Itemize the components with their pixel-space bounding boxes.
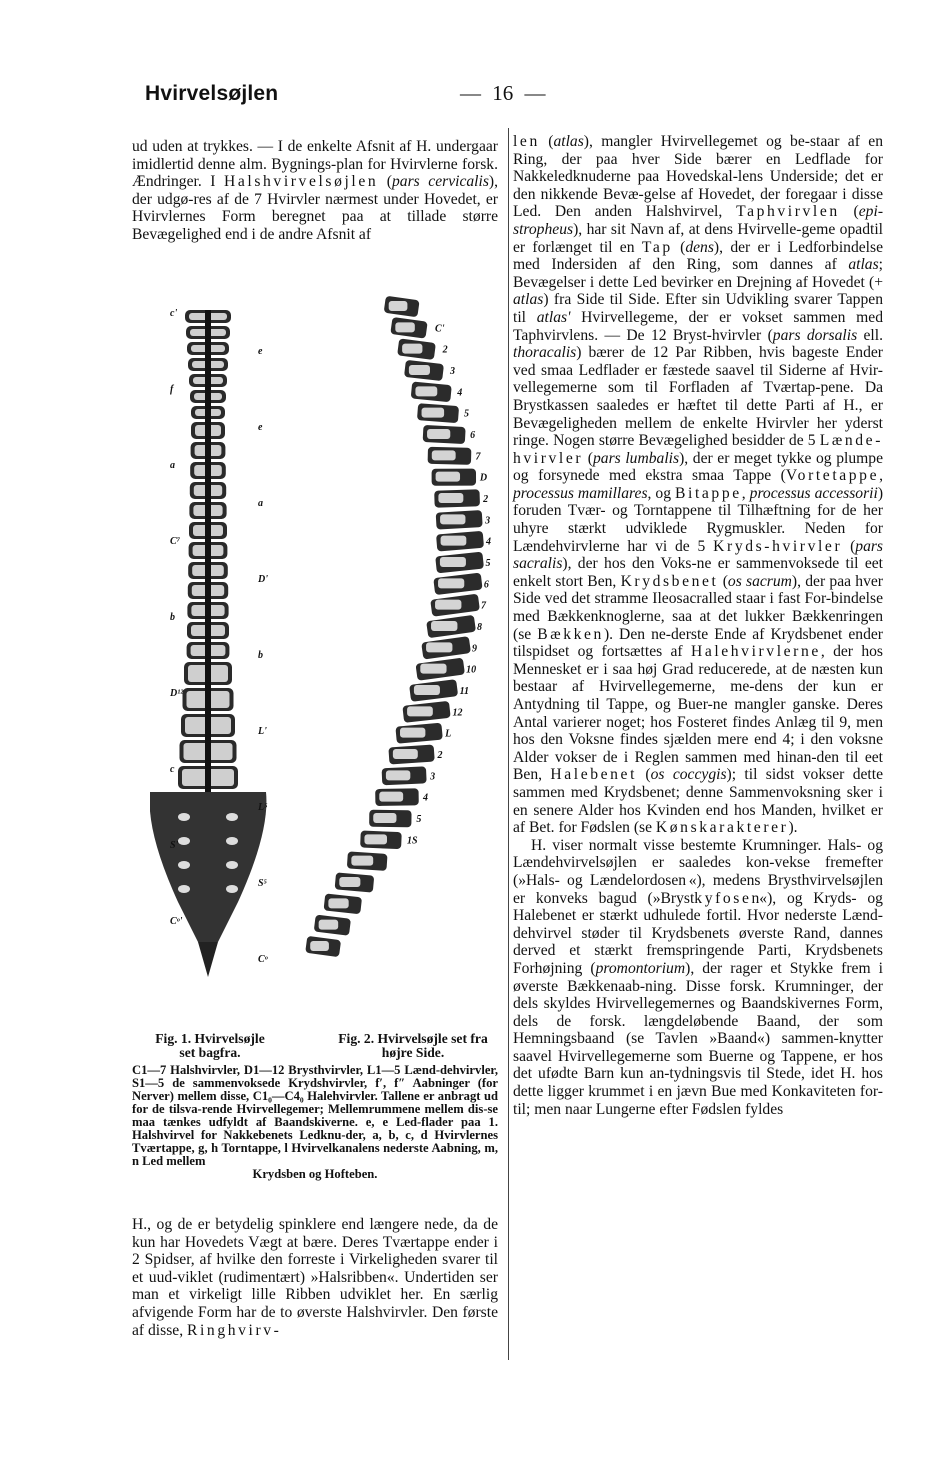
spaced-term: Lænde-hvirvler	[513, 432, 883, 467]
vertebral-body-highlight	[402, 344, 422, 354]
spinous-process	[205, 622, 211, 642]
figure-1-label: b	[258, 650, 263, 661]
vertebral-body-highlight	[431, 621, 457, 631]
text-run: Hvirvellegeme, der er vokset sammen med Taphvirvlens. — De 12 Bryst-hvirvler (	[513, 308, 883, 344]
text-run: ) fra Side til Side. Efter sin Udvikling svarer Tappen til	[513, 291, 883, 326]
figure-2-label: 2	[442, 344, 448, 356]
text-run: n«), og Kryds- og Halebenet er stærkt udhulede fortil. Hvor nederste Lænd-dehvirvel støder til Krydsbenets øverste Rand, dannes derved et stærkt fremspringende Parti, Krydsbenets Forhøjning (	[513, 889, 883, 977]
vertebral-body-highlight	[426, 642, 452, 652]
italic-term: atlas	[513, 291, 544, 309]
figure-1-spine-back-view	[150, 310, 266, 977]
italic-term: pars cervicalis	[392, 173, 489, 191]
spinous-process	[205, 358, 211, 374]
vertebral-body-highlight	[339, 877, 360, 887]
text-run: ).	[788, 819, 798, 837]
text-run: «), medens Brysthvirvelsøjlen er konveks bagud (»Bryst	[513, 871, 883, 907]
figure-1-label: Cᵒ	[258, 954, 268, 965]
text-run: (	[637, 766, 651, 784]
figure-2-label: 6	[483, 579, 489, 591]
figure-2-label: 4	[422, 792, 428, 804]
spaced-term: Bækken	[537, 625, 604, 643]
text-run: (	[539, 133, 554, 150]
italic-term: epi-stropheus	[513, 203, 884, 238]
vertebral-body-highlight	[438, 493, 463, 503]
text-run: ), der rager et Stykke frem i øverste Bækkenaab-ning. Disse forsk. Krumninger, der dels skyldes Hvirvellegemernes og Baandskivernes Form, dels de forsk. længdeløbende Baand, der som Hemningsbaand (se Tavlen »Baand«) sammen-knytter saavel Hvirvellegemerne som Buerne og Tappene, er hos det ufødte Barn kun an-tydningsvis til Stede, idet H. hos dette ligger krummet i en jævn Bue med Konkaviteten for-til; men naar Lungerne efter Fødslen fyldes	[513, 959, 883, 1118]
spine-figures	[150, 288, 500, 1028]
vertebral-body-highlight	[351, 856, 373, 866]
sacral-foramen	[178, 813, 190, 821]
figure-2-label: 10	[466, 664, 477, 676]
figure-1-label: b	[170, 612, 175, 623]
spinous-process	[205, 582, 211, 602]
sacrum	[150, 792, 266, 942]
spinous-process	[205, 740, 211, 766]
italic-term: thoracalis	[513, 344, 577, 362]
vertebral-body-highlight	[440, 557, 466, 567]
sacral-foramen	[178, 885, 190, 893]
spinous-process	[205, 688, 211, 714]
sacral-foramen	[178, 861, 190, 869]
coccyx	[198, 942, 218, 977]
figure-1-label: L'	[258, 726, 267, 737]
spinous-process	[205, 542, 211, 562]
text-run: ). Den ne-derste Ende af Krydsbenet ender tilspidset og fortsættes af	[513, 625, 883, 661]
spaced-term: Kønskarakterer	[655, 819, 789, 837]
spinous-process	[205, 642, 211, 662]
figure-2-label: 7	[475, 451, 481, 463]
figure-1-label: D'	[258, 574, 268, 585]
italic-term: pars dorsalis	[772, 326, 858, 344]
figure-2-label: 3	[450, 366, 456, 377]
sacral-foramen	[226, 861, 238, 869]
vertebral-body-highlight	[395, 322, 415, 332]
figure-1-label: S'	[170, 840, 179, 851]
vertebral-body-highlight	[432, 450, 456, 460]
figure-1-label: e	[258, 422, 263, 433]
figure-2-label: 11	[459, 686, 470, 697]
spinous-process	[205, 602, 211, 622]
figure-2-label: 3	[485, 515, 491, 527]
figure-1-label: L⁵	[258, 802, 268, 813]
figure-2-label: 7	[481, 600, 487, 612]
figure-2-label: D	[479, 472, 488, 484]
text-run: H., og de er betydelig spinklere end længere nede, da de kun har Hovedets Vægt at bære. Deres Tværtappe ender i 2 Spidser, af hvilke den forreste i Virkeligheden svarer til et uud-viklet (rudimentært) »Halsribben«. Undertiden ser man et virkeligt lille Ribben udviklet her. En særlig afvigende Form har de to øverste Halshvirvler. Den første af disse,	[132, 1216, 498, 1339]
paragraph	[132, 138, 498, 244]
vertebral-body-highlight	[414, 685, 440, 695]
spinous-process	[205, 326, 211, 342]
vertebral-body-highlight	[438, 578, 464, 588]
italic-term: promontorium	[595, 959, 686, 977]
italic-term: processus mamillares	[513, 484, 648, 502]
vertebral-body-highlight	[415, 386, 437, 396]
vertebral-body-highlight	[440, 514, 465, 524]
spaced-term: Krydsbenet	[620, 572, 719, 590]
spine-illustrations	[150, 288, 500, 1028]
figure-2-label: 1S	[406, 835, 418, 847]
text-run: ; Bevægelser i dette Led bevirker en Drejning af Hovedet (+	[513, 256, 883, 291]
sacral-foramen	[178, 837, 190, 845]
figure-2-label: 8	[477, 622, 483, 633]
left-column-top-text	[132, 138, 498, 244]
italic-term: atlas	[553, 133, 584, 150]
vertebral-body-highlight	[393, 749, 418, 759]
column-divider	[508, 128, 509, 1360]
spaced-term: Halehvirvlerne	[690, 643, 821, 661]
italic-term: processus accessorii	[749, 484, 878, 502]
text-run: ), der hos den Voks-ne er sammenvoksede til eet enkelt stort Ben,	[513, 555, 883, 590]
figure-2-label: 4	[457, 387, 463, 399]
figure-2-label: 2	[483, 494, 489, 505]
text-run: ,	[879, 467, 883, 485]
text-run: ), der paa hver Side ved det stramme Ileosacralled staar i fast For-bindelse med Bækkenknoglerne, saa at det lukker Bækkenringen (se	[513, 572, 883, 643]
spaced-term: Halebenet	[550, 766, 638, 784]
right-column-text	[513, 133, 883, 1118]
text-run: ,	[741, 484, 750, 502]
text-run: ), der er i Ledforbindelse med Indersiden af den Ring, som dannes af	[513, 238, 884, 274]
spinous-process	[205, 482, 211, 502]
spaced-term: n	[678, 871, 689, 889]
figure-1-label: f	[170, 384, 174, 395]
paragraph	[513, 133, 883, 837]
spinous-process	[205, 562, 211, 582]
spinous-process	[205, 422, 211, 442]
text-run: (	[378, 173, 392, 191]
page-number: — 16 —	[460, 81, 546, 105]
figure-2-caption: Fig. 2. Hvirvelsøjle set fra højre Side.	[338, 1031, 488, 1060]
figure-2-label: 6	[470, 430, 476, 441]
running-header-title: Hvirvelsøjlen	[145, 82, 279, 105]
italic-term: atlas'	[536, 308, 571, 326]
spinous-process	[205, 442, 211, 462]
paragraph	[513, 837, 883, 1119]
spinous-process	[205, 462, 211, 482]
italic-term: pars lumbalis	[592, 449, 680, 467]
text-run: ), har sit Navn af, at dens Hvirvelle-geme opadtil er forlænget til en	[513, 220, 883, 256]
text-run: ) bærer de 12 Par Ribben, hvis bageste Ender ved smaa Ledflader er fæstede saavel til Siderne af Hvir-vellegemerne som til Forfladen af Tværtap-pene. Da Brystkassen saaledes er hæftet til dette Parti af H., er Bevægeligheden mellem de enkelte Hvirvler her yderst ringe. Nogen større Bevægelighed besidder de 5	[513, 344, 883, 450]
vertebral-body-highlight	[386, 770, 410, 780]
figure-2-label: L	[445, 728, 452, 740]
spinous-process	[205, 662, 211, 688]
vertebral-body-highlight	[436, 472, 460, 482]
vertebral-body-highlight	[310, 941, 329, 951]
spinous-process	[205, 310, 211, 326]
spinous-process	[205, 766, 211, 792]
spaced-term: Vortetappe	[785, 467, 880, 485]
vertebral-body-highlight	[407, 706, 433, 716]
spinous-process	[205, 342, 211, 358]
figure-2-label: 5	[485, 558, 491, 569]
figure-1-caption: Fig. 1. Hvirvelsøjle set bagfra.	[155, 1031, 265, 1060]
left-column-bottom-text	[132, 1216, 498, 1339]
spaced-term: len	[513, 133, 540, 150]
legend-text-last-line: Krydsben og Hofteben.	[252, 1167, 378, 1181]
figure-1-label: c'	[170, 308, 178, 319]
vertebral-body-highlight	[420, 664, 446, 674]
spaced-term: Taphvirvlen	[736, 203, 840, 221]
sacral-foramen	[226, 813, 238, 821]
text-run: ), mangler Hvirvellegemet og be-staar af en Ring, der paa hver Side bærer en Ledflade for Nakkeledknuderne paa Hovedskal-lens Underside; det er den nikkende Bevæ-gelse af Hovedet, der foregaar i disse Led. Den anden Halshvirvel,	[513, 133, 883, 221]
vertebral-body-highlight	[319, 920, 339, 930]
italic-term: os coccygis	[650, 766, 727, 784]
figure-1-label: a	[258, 498, 263, 509]
figure-2-label: 2	[437, 750, 443, 761]
sacral-foramen	[226, 837, 238, 845]
vertebral-body-highlight	[400, 728, 425, 738]
spinous-process	[205, 374, 211, 390]
spaced-term: Bitappe	[675, 484, 742, 502]
text-run: ); til sidst vokser dette sammen med Krydsbenet; denne Sammenvoksning sker i en senere Alder hos Kvinden end hos Manden, hvilket er af Bet. for Fødslen (se	[513, 766, 884, 837]
text-run: H. viser normalt visse bestemte Krumninger. Hals- og Lændehvirvelsøjlen er saaledes kon-vekse fremefter (»Hals- og Lændelordose	[513, 836, 883, 889]
vertebral-body-highlight	[373, 813, 396, 823]
italic-term: dens	[685, 238, 714, 256]
spaced-term: Tap	[641, 238, 673, 256]
spaced-term: Halshvirvelsøjlen	[224, 173, 379, 191]
spaced-term: Kryds-hvirvler	[713, 537, 843, 555]
italic-term: os sacrum	[727, 572, 792, 590]
figure-2-label: 4	[485, 536, 491, 548]
vertebral-body-highlight	[435, 600, 461, 610]
text-run: ) foruden Tvær- og Torntappene til Tilhæftning for de her uhyre stærkt udviklede Rygmuskler. Neden for Lændehvirvlerne har vi de 5	[513, 484, 884, 555]
vertebral-body-highlight	[409, 365, 430, 375]
text-run: (	[583, 449, 593, 467]
spinous-process	[205, 390, 211, 406]
text-run: , der hos Mennesket er i saa høj Grad reducerede, at de næsten kun bestaar af Hvirvellegemerne, me-dens der kun er Antydning til Tappe, og Buer-ne mangler ganske. Deres Antal varierer noget; hos Fosteret findes Anlæg til 9, men hos den Voksne findes sjælden mere end 4; i den voksne Alder vokser de i Reglen sammen med hinan-den til eet Ben,	[513, 643, 883, 784]
figure-1-label: S⁵	[258, 878, 268, 889]
figure-2-label: 5	[416, 814, 422, 825]
text-run: , og	[647, 484, 676, 502]
figure-2-label: C'	[435, 323, 445, 335]
figure-2-label: 9	[472, 643, 478, 655]
vertebral-body-highlight	[328, 898, 348, 908]
text-run: ell.	[857, 326, 883, 344]
text-run: (	[842, 537, 856, 555]
figure-2-label: 5	[464, 408, 470, 420]
vertebral-body-highlight	[422, 408, 445, 418]
vertebral-body-highlight	[389, 301, 408, 311]
text-run: (	[839, 203, 859, 221]
legend-text: C1—7 Halshvirvler, D1—12 Brysthvirvler, L1—5 Lænd-dehvirvler, S1—5 de sammenvoksede Krydshvirvler, f′, f″ Aabninger (for Nerver) mellem disse, C1₀—C4₀ Halehvirvler. Tallene er anbragt ud for de tilsva-rende Hvirvellegemer; Mellemrummene mellem dis-se maa tænkes udfyldt af Baandskiverne. e, e Led-flader paa 1. Halshvirvel for Nakkebenets Ledknu-der, a, b, c, d Hvirvlernes Tværtappe, g, h Torntappe, l Hvirvelkanalens nederste Aabning, m, n Led mellem	[132, 1063, 498, 1168]
sacral-foramen	[226, 885, 238, 893]
spaced-term: kyfose	[694, 889, 752, 907]
figure-1-label: c	[170, 764, 175, 775]
text-run: ud uden at trykkes. — I de enkelte Afsnit af H. undergaar imidlertid denne alm. Bygnings-plan for Hvirvlerne forsk. Ændringer. I	[132, 138, 498, 191]
figure-1-label: D¹²	[170, 688, 184, 699]
figure-1-label: Cᵒ'	[170, 916, 183, 927]
figure-2-label: 3	[430, 771, 436, 783]
spinous-process	[205, 714, 211, 740]
figure-1-label: C⁷	[170, 536, 181, 547]
text-run: (	[672, 238, 686, 256]
paragraph	[132, 1216, 498, 1339]
vertebral-body-highlight	[441, 536, 467, 546]
text-run: ), der er meget tykke og plumpe og forsynede med ekstra smaa Tappe (	[513, 449, 883, 485]
text-run: (	[718, 572, 728, 590]
spinous-process	[205, 522, 211, 542]
spinous-process	[205, 502, 211, 522]
italic-term: atlas	[848, 256, 879, 274]
figure-1-label: e	[258, 346, 263, 357]
vertebral-body-highlight	[427, 429, 450, 439]
vertebral-body-highlight	[379, 792, 403, 802]
figure-2-label: 12	[452, 707, 463, 719]
italic-term: pars sacralis	[513, 537, 883, 573]
spinous-process	[205, 406, 211, 422]
vertebral-body-highlight	[364, 834, 387, 844]
spaced-term: Ringhvirv-	[187, 1321, 282, 1339]
figure-legend	[132, 1064, 498, 1181]
text-run: ), der udgø-res af de 7 Hvirvler nærmest under Hovedet, er Hvirvlernes Form beregnet paa at tillade større Bevægelighed end i de andre Afsnit af	[132, 173, 498, 243]
figure-1-label: a	[170, 460, 175, 471]
